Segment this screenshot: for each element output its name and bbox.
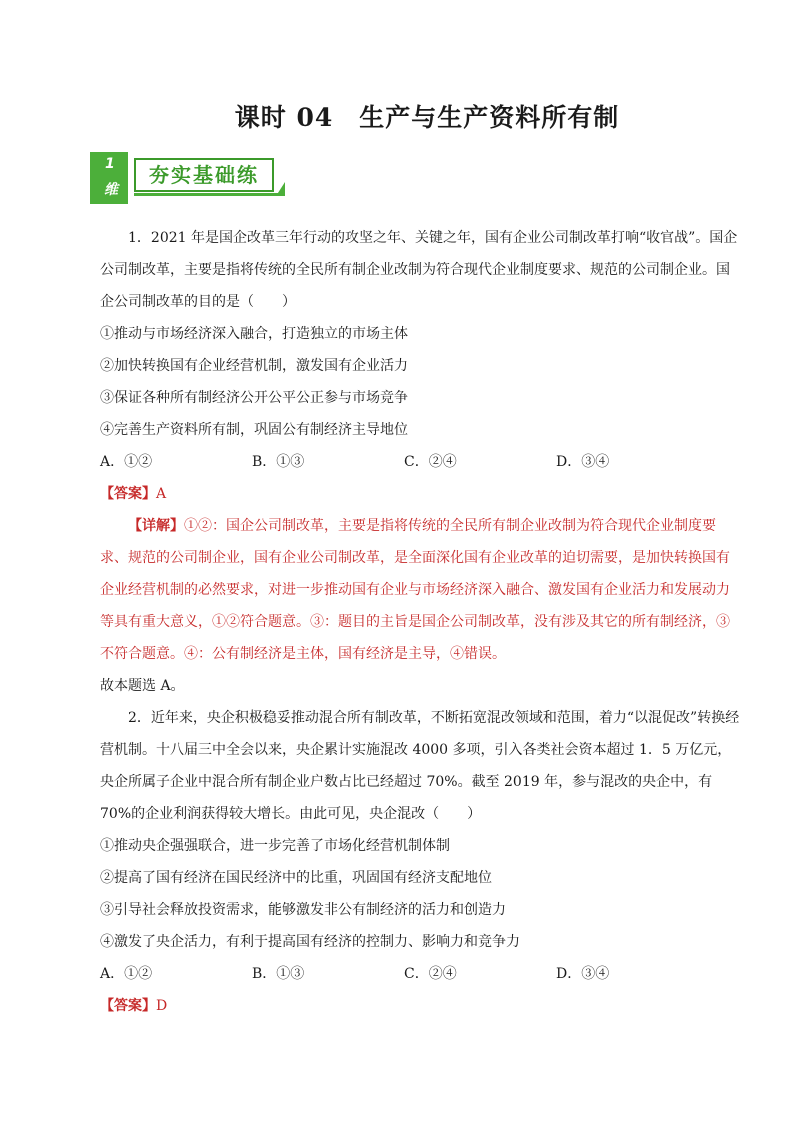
badge-corner-decoration (276, 182, 285, 196)
q1-choice-a: A．①② (100, 454, 153, 470)
q1-choice-d: D．③④ (556, 454, 610, 470)
q2-answer (100, 990, 740, 1022)
q1-choice-b: B．①③ (252, 454, 305, 470)
q1-detail (100, 510, 740, 670)
q2-choices (100, 958, 740, 990)
badge-number: 1 (105, 156, 115, 172)
q2-option-2: ②提高了国有经济在国民经济中的比重，巩固国有经济支配地位 (100, 870, 492, 886)
badge-unit: 维 (104, 182, 118, 198)
q2-choice-d: D．③④ (556, 966, 610, 982)
badge-underline (134, 193, 282, 196)
q1-conclusion: 故本题选 A。 (100, 678, 185, 694)
q2-option-4: ④激发了央企活力，有利于提高国有经济的控制力、影响力和竞争力 (100, 934, 520, 950)
q1-choice-c: C．②④ (404, 454, 457, 470)
q1-option-1: ①推动与市场经济深入融合，打造独立的市场主体 (100, 326, 408, 342)
badge-tab (90, 152, 128, 204)
q2-answer-value: D (156, 998, 168, 1014)
q2-choice-c: C．②④ (404, 966, 457, 982)
q1-answer-value: A (156, 486, 167, 502)
q1-detail-text: ①②：国企公司制改革，主要是指将传统的全民所有制企业改制为符合现代企业制度要求、规范的公司制企业，国有企业公司制改革，是全面深化国有企业改革的迫切需要，是加快转换国有企业经营机制的必然要求，对进一步推动国有企业与市场经济深入融合、激发国有企业活力和发展动力等具有重大意义，①②符合题意。③：题目的主旨是国企公司制改革，没有涉及其它的所有制经济，③不符合题意。④：公有制经济是主体，国有经济是主导，④错误。 (100, 518, 730, 662)
q2-option-3: ③引导社会释放投资需求，能够激发非公有制经济的活力和创造力 (100, 902, 506, 918)
q2-option-1: ①推动央企强强联合，进一步完善了市场化经营机制体制 (100, 838, 450, 854)
q1-option-3: ③保证各种所有制经济公开公平公正参与市场竞争 (100, 390, 408, 406)
q1-detail-label: 【详解】 (128, 518, 184, 534)
q2-choice-b: B．①③ (252, 966, 305, 982)
section-badge (90, 152, 290, 204)
q2-answer-label: 【答案】 (100, 998, 156, 1014)
q2-stem: 2．近年来，央企积极稳妥推动混合所有制改革，不断拓宽混改领域和范围，着力“以混促改”转换经营机制。十八届三中全会以来，央企累计实施混改 4000 多项，引入各类社会资本超过 1．5 万亿元，央企所属子企业中混合所有制企业户数占比已经超过 70%。截至 2019 年，参与混改的央企中，有 70%的企业利润获得较大增长。由此可见，央企混改（ ） (100, 710, 740, 822)
q1-choices (100, 446, 740, 478)
q1-answer-label: 【答案】 (100, 486, 156, 502)
q1-option-4: ④完善生产资料所有制，巩固公有制经济主导地位 (100, 422, 408, 438)
q2-choice-a: A．①② (100, 966, 153, 982)
question-content (100, 222, 740, 1022)
badge-label: 夯实基础练 (134, 158, 274, 192)
q1-option-2: ②加快转换国有企业经营机制，激发国有企业活力 (100, 358, 408, 374)
q1-stem: 1．2021 年是国企改革三年行动的攻坚之年、关键之年，国有企业公司制改革打响“收官战”。国企公司制改革，主要是指将传统的全民所有制企业改制为符合现代企业制度要求、规范的公司制企业。国企公司制改革的目的是（ ） (100, 230, 738, 310)
page-title: 课时 04 生产与生产资料所有制 (234, 103, 620, 132)
q1-answer (100, 478, 740, 510)
